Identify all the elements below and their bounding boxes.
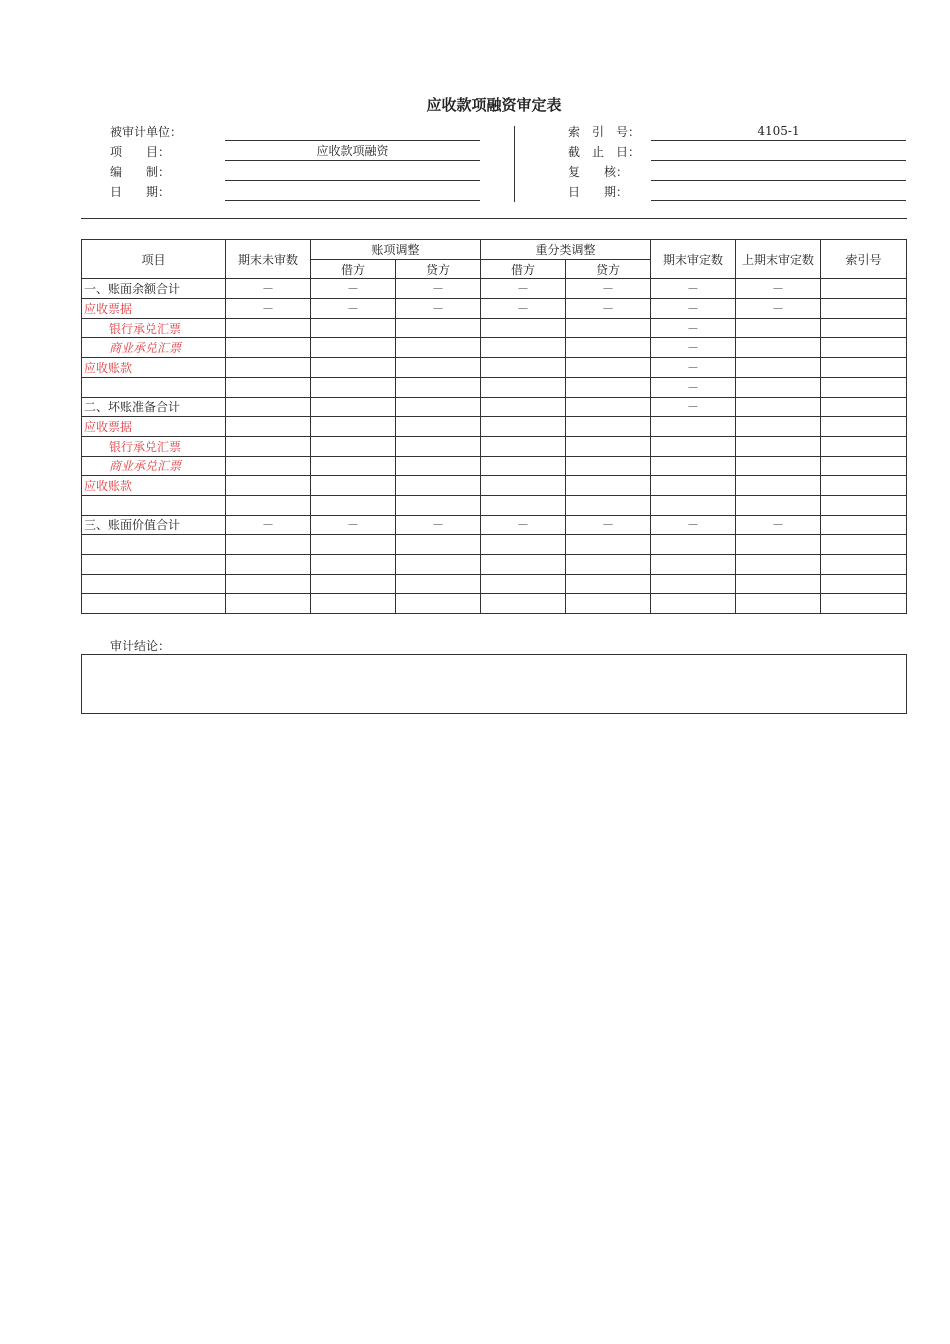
reviewer-field[interactable] [651,162,906,181]
table-cell[interactable] [651,456,736,476]
table-row [82,377,907,397]
table-cell[interactable] [821,436,907,456]
table-cell[interactable] [821,515,907,535]
preparer-label: 编 制： [110,165,171,179]
table-cell[interactable] [311,338,396,358]
table-cell[interactable] [396,358,481,378]
table-row [82,318,907,338]
table-cell[interactable]: － [311,299,396,319]
row-label: 银行承兑汇票 [82,436,226,456]
table-cell[interactable] [311,397,396,417]
table-cell[interactable] [396,436,481,456]
cutoff-label: 截 止 日： [568,145,641,159]
table-cell[interactable] [821,535,907,555]
table-cell[interactable]: － [736,279,821,299]
table-cell[interactable] [226,338,311,358]
table-cell[interactable] [566,436,651,456]
table-cell[interactable] [311,417,396,437]
col-header-item: 项目 [82,240,226,279]
row-label [82,555,226,575]
table-cell[interactable] [736,318,821,338]
table-cell[interactable] [226,495,311,515]
table-cell[interactable] [736,417,821,437]
table-cell[interactable] [481,535,566,555]
project-label: 项 目： [110,145,171,159]
table-cell[interactable] [226,377,311,397]
table-cell[interactable] [566,574,651,594]
table-cell[interactable] [651,555,736,575]
table-cell[interactable]: － [651,397,736,417]
table-cell[interactable] [821,574,907,594]
table-cell[interactable] [396,417,481,437]
table-cell[interactable]: － [651,318,736,338]
table-cell[interactable] [226,397,311,417]
col-header-audited: 期末审定数 [651,240,736,279]
row-label: 应收票据 [82,417,226,437]
table-cell[interactable] [651,417,736,437]
table-cell[interactable] [566,397,651,417]
table-cell[interactable] [651,535,736,555]
table-cell[interactable] [651,436,736,456]
table-cell[interactable] [566,594,651,614]
header-divider [514,126,515,202]
page-title: 应收款项融资审定表 [426,96,562,114]
audit-table [81,239,907,614]
table-cell[interactable] [311,476,396,496]
table-cell[interactable] [736,574,821,594]
col-header-reclass-adjustment: 重分类调整 [481,240,651,260]
index-field[interactable]: 4105-1 [651,122,906,141]
table-row [82,299,907,319]
table-row [82,555,907,575]
row-label [82,594,226,614]
table-cell[interactable] [651,495,736,515]
table-cell[interactable] [736,456,821,476]
row-label [82,535,226,555]
row-label [82,574,226,594]
table-cell[interactable] [396,495,481,515]
reviewer-label: 复 核： [568,165,629,179]
table-cell[interactable] [311,574,396,594]
table-cell[interactable] [226,574,311,594]
table-cell[interactable] [566,338,651,358]
row-label: 商业承兑汇票 [82,456,226,476]
audit-conclusion-box[interactable] [81,654,907,714]
table-cell[interactable] [821,555,907,575]
table-cell[interactable] [821,279,907,299]
table-cell[interactable] [226,555,311,575]
table-cell[interactable]: － [311,279,396,299]
table-row [82,574,907,594]
table-cell[interactable] [821,476,907,496]
index-label: 索 引 号： [568,125,641,139]
table-cell[interactable] [311,535,396,555]
col-header-unaudited: 期末未审数 [226,240,311,279]
table-cell[interactable] [736,436,821,456]
table-cell[interactable] [396,594,481,614]
row-label: 应收票据 [82,299,226,319]
cutoff-field[interactable] [651,142,906,161]
table-cell[interactable] [566,358,651,378]
table-cell[interactable]: － [396,279,481,299]
table-cell[interactable] [226,535,311,555]
col-header-reclass-debit: 借方 [481,259,566,279]
table-cell[interactable]: － [566,515,651,535]
table-cell[interactable] [226,594,311,614]
table-row [82,515,907,535]
review-date-field[interactable] [651,182,906,201]
table-cell[interactable]: － [736,299,821,319]
project-field[interactable]: 应收款项融资 [225,142,480,161]
audit-conclusion-label: 审计结论： [110,639,171,653]
table-cell[interactable] [566,535,651,555]
table-cell[interactable] [821,594,907,614]
table-cell[interactable]: － [481,279,566,299]
table-cell[interactable] [311,377,396,397]
table-cell[interactable] [566,318,651,338]
table-cell[interactable] [396,555,481,575]
table-cell[interactable] [481,417,566,437]
prep-date-label: 日 期： [110,185,171,199]
table-cell[interactable] [396,535,481,555]
row-label: 银行承兑汇票 [82,318,226,338]
table-cell[interactable] [481,476,566,496]
table-cell[interactable] [736,555,821,575]
auditee-label: 被审计单位： [110,125,183,139]
table-row [82,397,907,417]
table-cell[interactable] [736,358,821,378]
table-row [82,338,907,358]
table-cell[interactable] [481,495,566,515]
table-cell[interactable] [821,397,907,417]
table-cell[interactable] [481,377,566,397]
table-cell[interactable] [736,594,821,614]
col-header-account-adjustment: 账项调整 [311,240,481,260]
table-cell[interactable] [821,299,907,319]
table-row [82,456,907,476]
table-cell[interactable] [311,594,396,614]
table-cell[interactable] [821,495,907,515]
auditee-field[interactable] [225,122,480,141]
table-cell[interactable]: － [651,358,736,378]
table-cell[interactable] [821,318,907,338]
review-date-label: 日 期： [568,185,629,199]
table-cell[interactable] [821,417,907,437]
table-row [82,594,907,614]
table-cell[interactable] [566,555,651,575]
table-cell[interactable] [736,338,821,358]
col-header-prior-audited: 上期末审定数 [736,240,821,279]
table-cell[interactable]: － [396,299,481,319]
table-cell[interactable] [736,495,821,515]
table-cell[interactable] [821,338,907,358]
table-cell[interactable] [311,318,396,338]
table-cell[interactable]: － [651,515,736,535]
row-label: 商业承兑汇票 [82,338,226,358]
table-cell[interactable] [226,476,311,496]
table-row [82,279,907,299]
table-cell[interactable] [651,476,736,496]
row-label: 应收账款 [82,476,226,496]
table-cell[interactable] [481,555,566,575]
table-cell[interactable]: － [736,515,821,535]
table-cell[interactable] [821,456,907,476]
table-cell[interactable] [311,495,396,515]
table-cell[interactable] [566,476,651,496]
table-cell[interactable] [311,436,396,456]
table-cell[interactable] [736,535,821,555]
table-cell[interactable] [396,574,481,594]
table-cell[interactable]: － [566,299,651,319]
table-cell[interactable] [736,476,821,496]
table-cell[interactable] [311,456,396,476]
table-row [82,476,907,496]
table-cell[interactable] [651,594,736,614]
table-cell[interactable] [566,495,651,515]
table-cell[interactable] [396,476,481,496]
col-header-adj-debit: 借方 [311,259,396,279]
row-label: 三、账面价值合计 [82,515,226,535]
table-cell[interactable]: － [226,279,311,299]
table-cell[interactable]: － [566,279,651,299]
table-cell[interactable]: － [311,515,396,535]
col-header-reclass-credit: 贷方 [566,259,651,279]
row-label [82,495,226,515]
table-cell[interactable]: － [481,299,566,319]
table-row [82,436,907,456]
table-cell[interactable] [396,318,481,338]
table-cell[interactable] [481,456,566,476]
table-cell[interactable] [481,594,566,614]
table-cell[interactable] [226,436,311,456]
table-cell[interactable]: － [396,515,481,535]
table-cell[interactable] [226,358,311,378]
table-cell[interactable] [821,377,907,397]
table-cell[interactable] [226,318,311,338]
preparer-field[interactable] [225,162,480,181]
table-cell[interactable]: － [226,515,311,535]
row-label [82,377,226,397]
row-label: 一、账面余额合计 [82,279,226,299]
table-row [82,417,907,437]
section-divider [81,218,907,219]
table-cell[interactable] [481,318,566,338]
prep-date-field[interactable] [225,182,480,201]
table-cell[interactable] [396,397,481,417]
table-cell[interactable] [821,358,907,378]
table-cell[interactable] [651,574,736,594]
table-cell[interactable] [566,377,651,397]
table-cell[interactable] [481,574,566,594]
table-row [82,535,907,555]
table-cell[interactable] [396,338,481,358]
table-cell[interactable] [226,456,311,476]
table-row [82,358,907,378]
table-cell[interactable]: － [651,279,736,299]
table-cell[interactable] [226,417,311,437]
table-cell[interactable] [481,338,566,358]
table-cell[interactable]: － [481,515,566,535]
table-cell[interactable] [566,456,651,476]
table-cell[interactable]: － [651,299,736,319]
table-cell[interactable] [736,397,821,417]
table-cell[interactable] [566,417,651,437]
table-row [82,495,907,515]
table-cell[interactable] [311,358,396,378]
table-cell[interactable] [481,397,566,417]
row-label: 应收账款 [82,358,226,378]
col-header-adj-credit: 贷方 [396,259,481,279]
table-cell[interactable]: － [226,299,311,319]
table-cell[interactable] [396,456,481,476]
table-cell[interactable]: － [651,338,736,358]
col-header-index-no: 索引号 [821,240,907,279]
table-cell[interactable] [396,377,481,397]
row-label: 二、坏账准备合计 [82,397,226,417]
table-cell[interactable] [736,377,821,397]
table-cell[interactable] [311,555,396,575]
table-cell[interactable]: － [651,377,736,397]
table-cell[interactable] [481,436,566,456]
table-cell[interactable] [481,358,566,378]
